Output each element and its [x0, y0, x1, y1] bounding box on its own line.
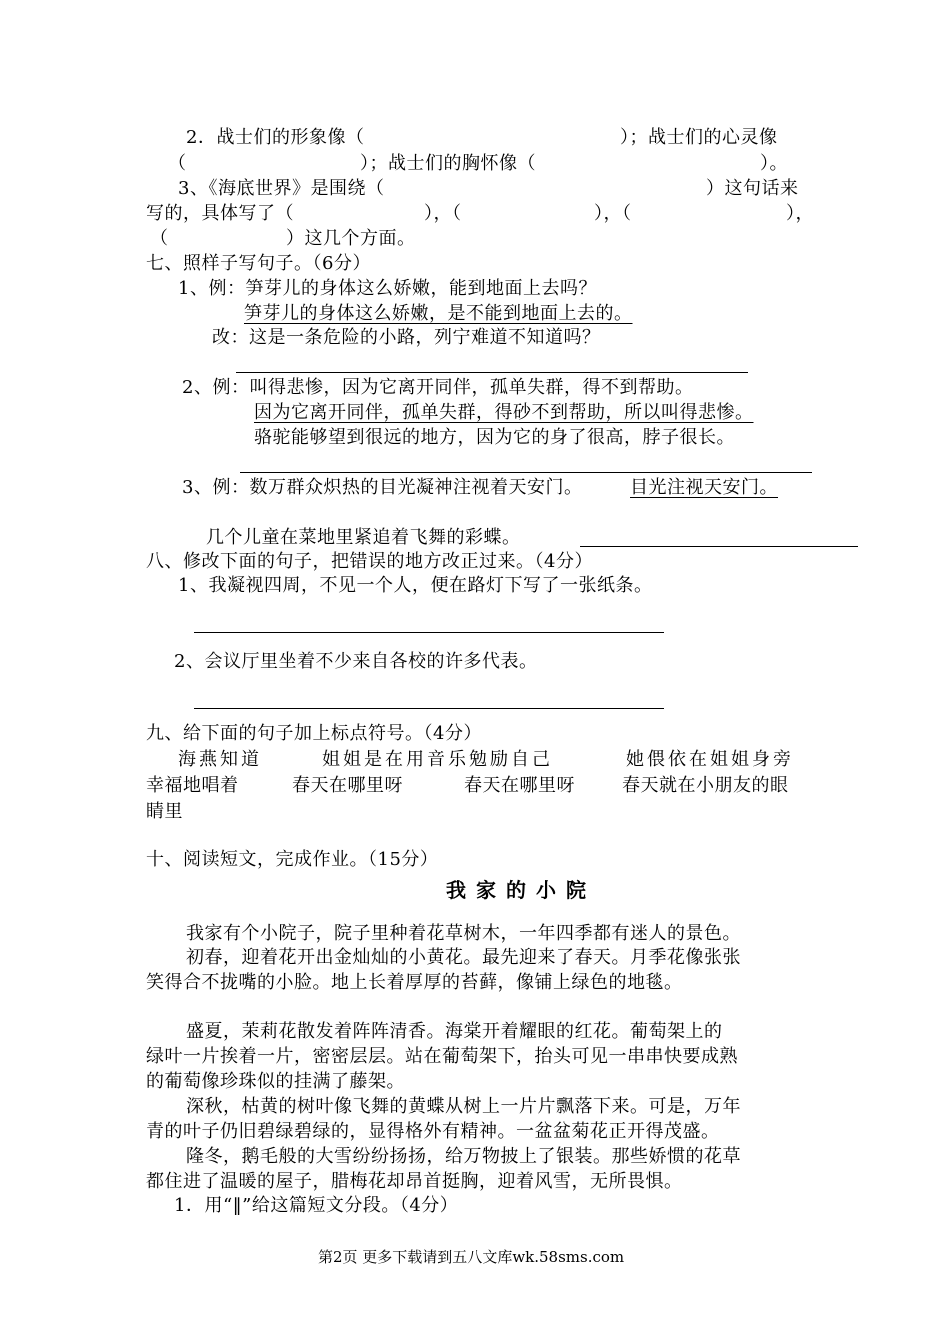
q9-phrase-7: 春天就在小朋友的眼 — [622, 775, 789, 796]
passage-para3b: 绿叶一片挨着一片，密密层层。站在葡萄架下，抬头可见一串串快要成熟 — [146, 1046, 738, 1067]
passage-para5b: 都住进了温暖的屋子，腊梅花却昂首挺胸，迎着风雪，无所畏惧。 — [146, 1171, 683, 1192]
q9-phrase-4: 幸福地唱着 — [146, 775, 239, 796]
q6-l3d: ），（ — [424, 203, 462, 224]
q6-l2c: （ — [168, 153, 187, 174]
q10-header: 十、阅读短文，完成作业。（15分） — [146, 849, 439, 870]
q6-l2b: ）；战士们的心灵像 — [620, 127, 778, 148]
q7-ex1-task: 改：这是一条危险的小路，列宁难道不知道吗？ — [212, 327, 601, 348]
q9-phrase-8: 睛里 — [146, 801, 183, 822]
q7-ex2-answer: 因为它离开同伴，孤单失群，得砂不到帮助，所以叫得悲惨。 — [254, 402, 754, 423]
q8-sentence-2: 2、会议厅里坐着不少来自各校的许多代表。 — [174, 651, 538, 672]
q9-phrase-1: 海燕知道 — [178, 749, 262, 770]
q6-l2a: 2．战士们的形象像（ — [186, 127, 365, 148]
q7-ex3-label: 3、例：数万群众炽热的目光凝神注视着天安门。 — [182, 477, 583, 498]
q8-answer-line-2[interactable] — [194, 708, 664, 709]
q10-task1: 1．用“‖”给这篇短文分段。（4分） — [174, 1195, 459, 1216]
q8-sentence-1: 1、我凝视四周，不见一个人，便在路灯下写了一张纸条。 — [178, 575, 653, 596]
q8-answer-line-1[interactable] — [194, 632, 664, 633]
passage-para5a: 隆冬，鹅毛般的大雪纷纷扬扬，给万物披上了银装。那些娇惯的花草 — [186, 1146, 741, 1167]
q7-ex2-label: 2、例：叫得悲惨，因为它离开同伴，孤单失群，得不到帮助。 — [182, 377, 694, 398]
q7-ex2-answer-line[interactable] — [240, 472, 812, 473]
q7-ex3-answer-line[interactable] — [580, 546, 858, 547]
q9-phrase-2: 姐姐是在用音乐勉励自己 — [322, 749, 553, 770]
passage-para4a: 深秋，枯黄的树叶像飞舞的黄蝶从树上一片片飘落下来。可是，万年 — [186, 1096, 741, 1117]
q7-header: 七、照样子写句子。（6分） — [146, 253, 371, 274]
q6-l3h: ）这几个方面。 — [286, 228, 416, 249]
q7-ex3-task: 几个儿童在菜地里紧追着飞舞的彩蝶。 — [206, 527, 521, 548]
page-footer: 第2页 更多下载请到五八文库wk.58sms.com — [318, 1248, 625, 1266]
q7-ex1-label: 1、例：笋芽儿的身体这么娇嫩，能到地面上去吗？ — [178, 278, 597, 299]
passage-para3c: 的葡萄像珍珠似的挂满了藤架。 — [146, 1071, 405, 1092]
passage-para2a: 初春，迎着花开出金灿灿的小黄花。最先迎来了春天。月季花像张张 — [186, 947, 741, 968]
q7-ex2-task: 骆驼能够望到很远的地方，因为它的身了很高，脖子很长。 — [254, 427, 735, 448]
q9-phrase-3: 她偎依在姐姐身旁 — [626, 749, 794, 770]
passage-para2b: 笑得合不拢嘴的小脸。地上长着厚厚的苔藓，像铺上绿色的地毯。 — [146, 972, 683, 993]
passage-para1: 我家有个小院子，院子里种着花草树木，一年四季都有迷人的景色。 — [186, 923, 741, 944]
passage-title: 我家的小院 — [446, 878, 596, 902]
passage-para3a: 盛夏，茉莉花散发着阵阵清香。海棠开着耀眼的红花。葡萄架上的 — [186, 1021, 723, 1042]
q7-ex3-answer: 目光注视天安门。 — [630, 477, 778, 498]
q9-phrase-6: 春天在哪里呀 — [464, 775, 575, 796]
q9-header: 九、给下面的句子加上标点符号。（4分） — [146, 723, 482, 744]
q6-l3a: 3、《海底世界》是围绕（ — [178, 178, 385, 199]
q9-phrase-5: 春天在哪里呀 — [292, 775, 403, 796]
q6-l3c: 写的，具体写了（ — [146, 203, 294, 224]
q7-ex1-answer-line[interactable] — [236, 372, 748, 373]
q6-l3e: ），（ — [594, 203, 632, 224]
q6-l3g: （ — [150, 228, 169, 249]
q6-l2e: ）。 — [760, 153, 788, 174]
q6-l3b: ）这句话来 — [706, 178, 799, 199]
q6-l2d: ）；战士们的胸怀像（ — [360, 153, 536, 174]
q7-ex1-answer: 笋芽儿的身体这么娇嫩，是不能到地面上去的。 — [244, 303, 633, 324]
q6-l3f: ）， — [786, 203, 814, 224]
passage-para4b: 青的叶子仍旧碧绿碧绿的，显得格外有精神。一盆盆菊花正开得茂盛。 — [146, 1121, 720, 1142]
q8-header: 八、修改下面的句子，把错误的地方改正过来。（4分） — [146, 551, 593, 572]
